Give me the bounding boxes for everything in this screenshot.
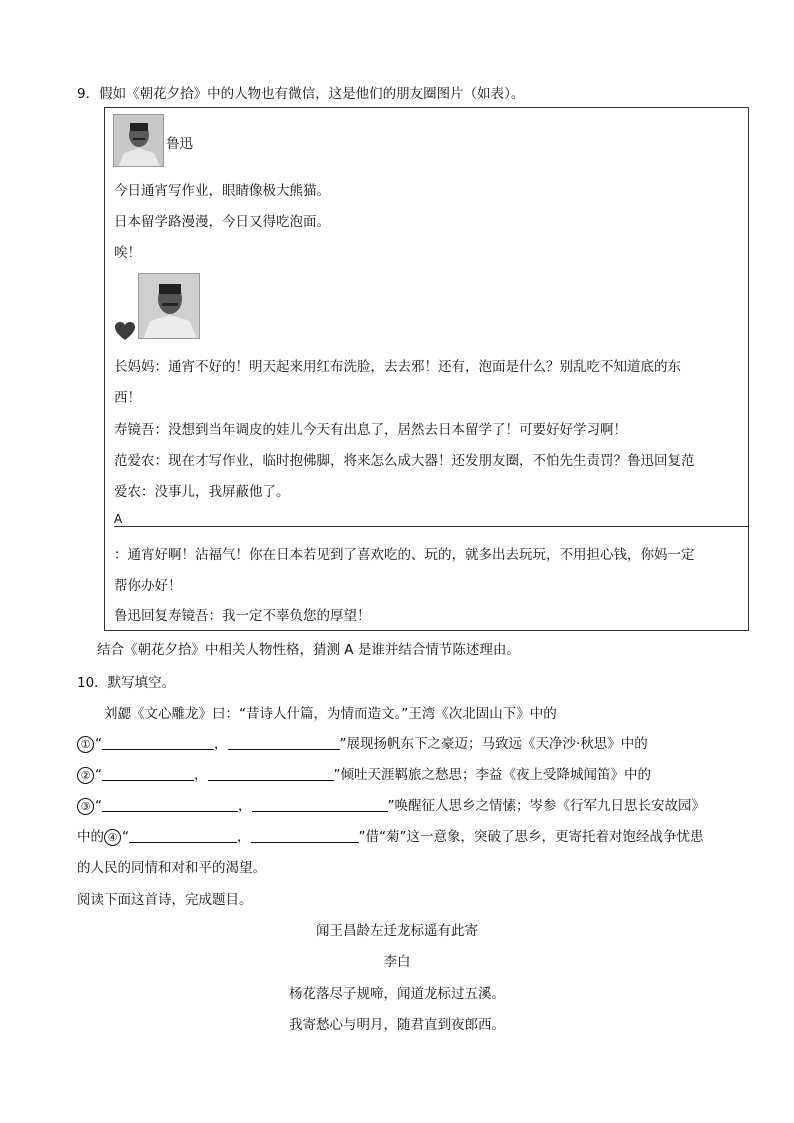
comment-line: 长妈妈：通宵不好的！明天起来用红布洗脸，去去邪！还有，泡面是什么？别乱吃不知道底的东: [114, 359, 681, 375]
poem-author: 李白: [383, 954, 411, 970]
fill-line-1: [77, 732, 648, 753]
blank-1a[interactable]: [102, 735, 214, 750]
question-10-intro: 刘勰《文心雕龙》曰：“昔诗人什篇，为情而造文。”王湾《次北固山下》中的: [104, 706, 557, 722]
comment-line: 爱农：没事儿，我屏蔽他了。: [114, 484, 290, 500]
post-line: 今日通宵写作业，眼睛像极大熊猫。: [114, 183, 330, 199]
line-tail: ”借“菊”这一意象，突破了思乡，更寄托着对饱经战争忧患: [358, 829, 704, 845]
line-tail: ”唤醒征人思乡之情愫；岑参《行军九日思长安故园》: [387, 798, 705, 814]
comment-line: 寿镜吾：没想到当年调皮的娃儿今天有出息了，居然去日本留学了！可要好好学习啊！: [114, 422, 627, 438]
comma: ，: [237, 829, 251, 845]
fill-line-3: [77, 794, 705, 815]
fill-line-5: 的人民的同情和对和平的渴望。: [77, 860, 266, 876]
blank-3b[interactable]: [252, 797, 388, 812]
comma: ，: [194, 767, 208, 783]
blank-2b[interactable]: [208, 766, 334, 781]
comment-a-line: ：通宵好啊！沾福气！你在日本若见到了喜欢吃的、玩的，就多出去玩玩，不用担心钱，你妈一定: [114, 547, 695, 563]
fill-line-4: [77, 825, 703, 846]
question-10-title: 10．默写填空。: [77, 675, 176, 691]
poem-line: 杨花落尽子规啼，闻道龙标过五溪。: [289, 986, 505, 1002]
fill-line-2: [77, 763, 651, 784]
marker-3: ③: [77, 798, 94, 815]
comment-a-line: 帮你办好！: [114, 578, 182, 594]
poem-instruction: 阅读下面这首诗，完成题目。: [77, 892, 253, 908]
blank-4b[interactable]: [251, 828, 359, 843]
label-a: A: [114, 512, 123, 526]
line-head: 中的: [77, 829, 104, 845]
quote: “: [122, 829, 129, 845]
comment-line: 范爱农：现在才写作业，临时抱佛脚，将来怎么成大器！还发朋友圈，不怕先生责罚？鲁迅回复范: [114, 453, 695, 469]
heart-icon[interactable]: [114, 321, 136, 345]
poem-line: 我寄愁心与明月，随君直到夜郎西。: [289, 1017, 505, 1033]
marker-4: ④: [104, 829, 121, 846]
marker-2: ②: [77, 767, 94, 784]
comment-line: 西！: [114, 390, 141, 406]
quote: “: [95, 767, 102, 783]
answer-line-a: [114, 526, 748, 527]
line-tail: ”倾吐天涯羁旅之愁思；李益《夜上受降城闻笛》中的: [333, 767, 651, 783]
line-tail: ”展现扬帆东下之豪迈；马致远《天净沙·秋思》中的: [339, 736, 648, 752]
blank-1b[interactable]: [228, 735, 340, 750]
lu-xun-portrait: [113, 114, 164, 167]
question-9-title: 9．假如《朝花夕拾》中的人物也有微信，这是他们的朋友圈图片（如表）。: [77, 86, 525, 102]
post-line: 日本留学路漫漫，今日又得吃泡面。: [114, 214, 330, 230]
question-9-prompt: 结合《朝花夕拾》中相关人物性格，猜测 A 是谁并结合情节陈述理由。: [97, 642, 520, 658]
quote: “: [95, 798, 102, 814]
poem-title: 闻王昌龄左迁龙标遥有此寄: [316, 923, 478, 939]
post-line: 唉！: [114, 245, 141, 261]
comma: ，: [238, 798, 252, 814]
blank-3a[interactable]: [102, 797, 238, 812]
quote: “: [95, 736, 102, 752]
blank-2a[interactable]: [102, 766, 194, 781]
comma: ，: [214, 736, 228, 752]
reply-line: 鲁迅回复寿镜吾：我一定不辜负您的厚望！: [114, 608, 371, 624]
blank-4a[interactable]: [129, 828, 237, 843]
marker-1: ①: [77, 736, 94, 753]
poster-name: 鲁迅: [166, 136, 193, 152]
liker-portrait: [138, 273, 200, 339]
